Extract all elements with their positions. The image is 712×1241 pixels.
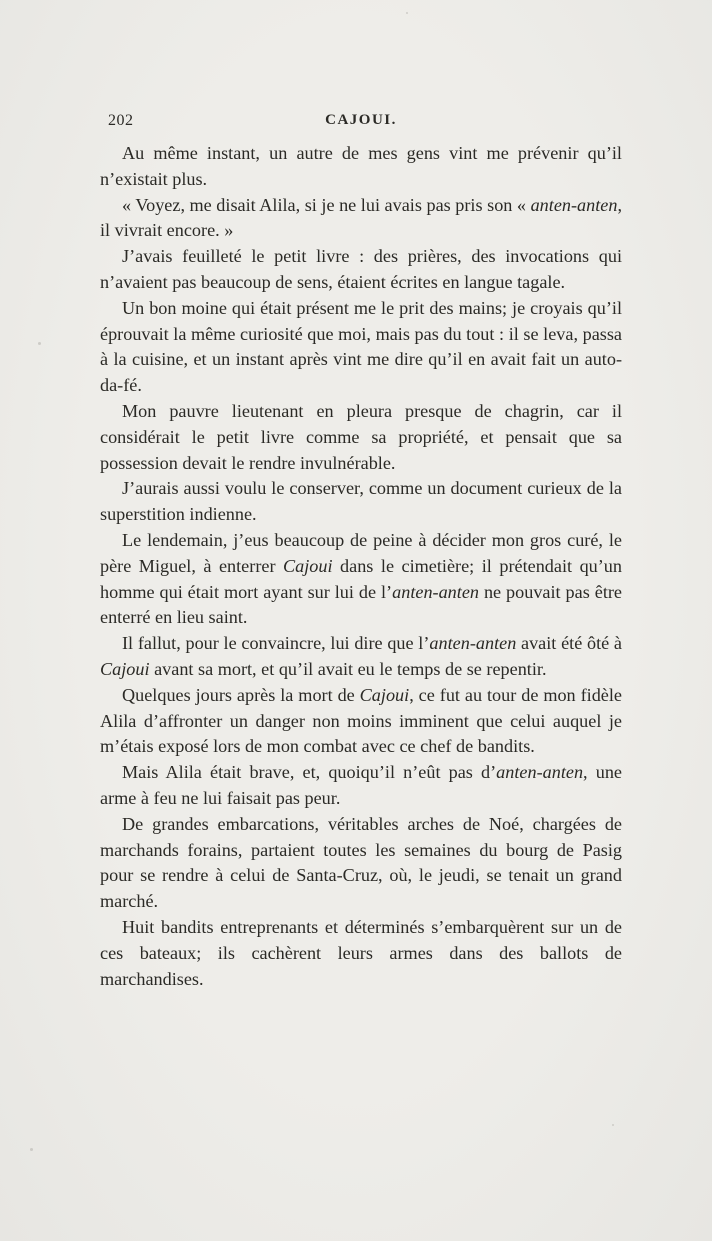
text-run: , une arme à feu ne lui faisait pas peur.	[100, 762, 622, 808]
text-run: J’avais feuilleté le petit livre : des prières, des invocations qui n’avaient pas beaucoup de sens, étaient écrites en langue tagale.	[100, 246, 622, 292]
text-run: J’aurais aussi voulu le conserver, comme un document curieux de la superstition indienne.	[100, 478, 622, 525]
paragraph	[100, 193, 622, 245]
paragraph	[100, 915, 622, 992]
paragraph	[100, 476, 622, 528]
text-run: Au même instant, un autre de mes gens vint me prévenir qu’il n’existait plus.	[100, 143, 622, 189]
paragraph	[100, 760, 622, 812]
italic-text-run: Cajoui	[283, 555, 333, 576]
scan-speck	[612, 1124, 614, 1126]
paragraph	[100, 141, 622, 193]
text-run: avait été ôté à	[516, 633, 623, 654]
scan-speck	[30, 1148, 33, 1151]
text-run: De grandes embarcations, véritables arches de Noé, chargées de marchands forains, partaient toutes les semaines du bourg de Pasig pour se rendre à celui de Santa-Cruz, où, le jeudi, se tenait un grand marché.	[100, 813, 622, 912]
paragraph	[100, 683, 622, 760]
text-run: , ce fut au tour de mon fidèle Alila d’affronter un danger non moins imminent que celui auquel je m’étais exposé lors de mon combat avec ce chef de bandits.	[100, 684, 622, 757]
paragraph	[100, 812, 622, 915]
italic-text-run: Cajoui	[359, 684, 410, 705]
text-run: Mon pauvre lieutenant en pleura presque de chagrin, car il considérait le petit livre comme sa propriété, et pensait que sa possession devait le rendre invulnérable.	[100, 400, 622, 473]
italic-text-run: anten-anten	[429, 633, 517, 654]
text-run: Un bon moine qui était présent me le prit des mains; je croyais qu’il éprouvait la même curiosité que moi, mais pas du tout : il se leva, passa à la cuisine, et un instant après vint me dire qu’il en avait fait un auto-da-fé.	[100, 297, 622, 396]
running-head-title: CAJOUI.	[325, 112, 397, 128]
body-text	[100, 141, 622, 992]
italic-text-run: anten-anten	[392, 581, 479, 602]
scan-speck	[38, 342, 41, 345]
italic-text-run: anten-anten	[530, 194, 618, 215]
text-run: Le lendemain, j’eus beaucoup de peine à décider mon gros curé, le père Miguel, à enterrer	[100, 529, 622, 576]
text-run: Huit bandits entreprenants et déterminés s’embarquèrent sur un de ces bateaux; ils cachèrent leurs armes dans des ballots de marchandises.	[100, 916, 622, 989]
text-run: Mais Alila était brave, et, quoiqu’il n’eût pas d’	[122, 762, 497, 783]
text-run: Quelques jours après la mort de	[122, 684, 360, 705]
text-run: Il fallut, pour le convaincre, lui dire que l’	[122, 633, 430, 654]
text-run: avant sa mort, et qu’il avait eu le temps de se repentir.	[149, 658, 547, 679]
text-run: dans le cimetière; il prétendait qu’un homme qui était mort ayant sur lui de l’	[100, 555, 622, 602]
italic-text-run: Cajoui	[100, 658, 150, 679]
text-run: ne pouvait pas être enterré en lieu saint.	[100, 581, 623, 628]
page-number: 202	[108, 112, 134, 129]
paragraph	[100, 244, 622, 296]
italic-text-run: anten-anten	[496, 762, 584, 783]
paragraph	[100, 631, 622, 683]
page-header	[100, 110, 622, 132]
paragraph	[100, 296, 622, 399]
paragraph	[100, 528, 622, 631]
text-run: « Voyez, me disait Alila, si je ne lui avais pas pris son «	[122, 194, 531, 215]
paragraph	[100, 399, 622, 476]
text-run: , il vivrait encore. »	[100, 194, 622, 241]
scan-speck	[406, 12, 408, 14]
